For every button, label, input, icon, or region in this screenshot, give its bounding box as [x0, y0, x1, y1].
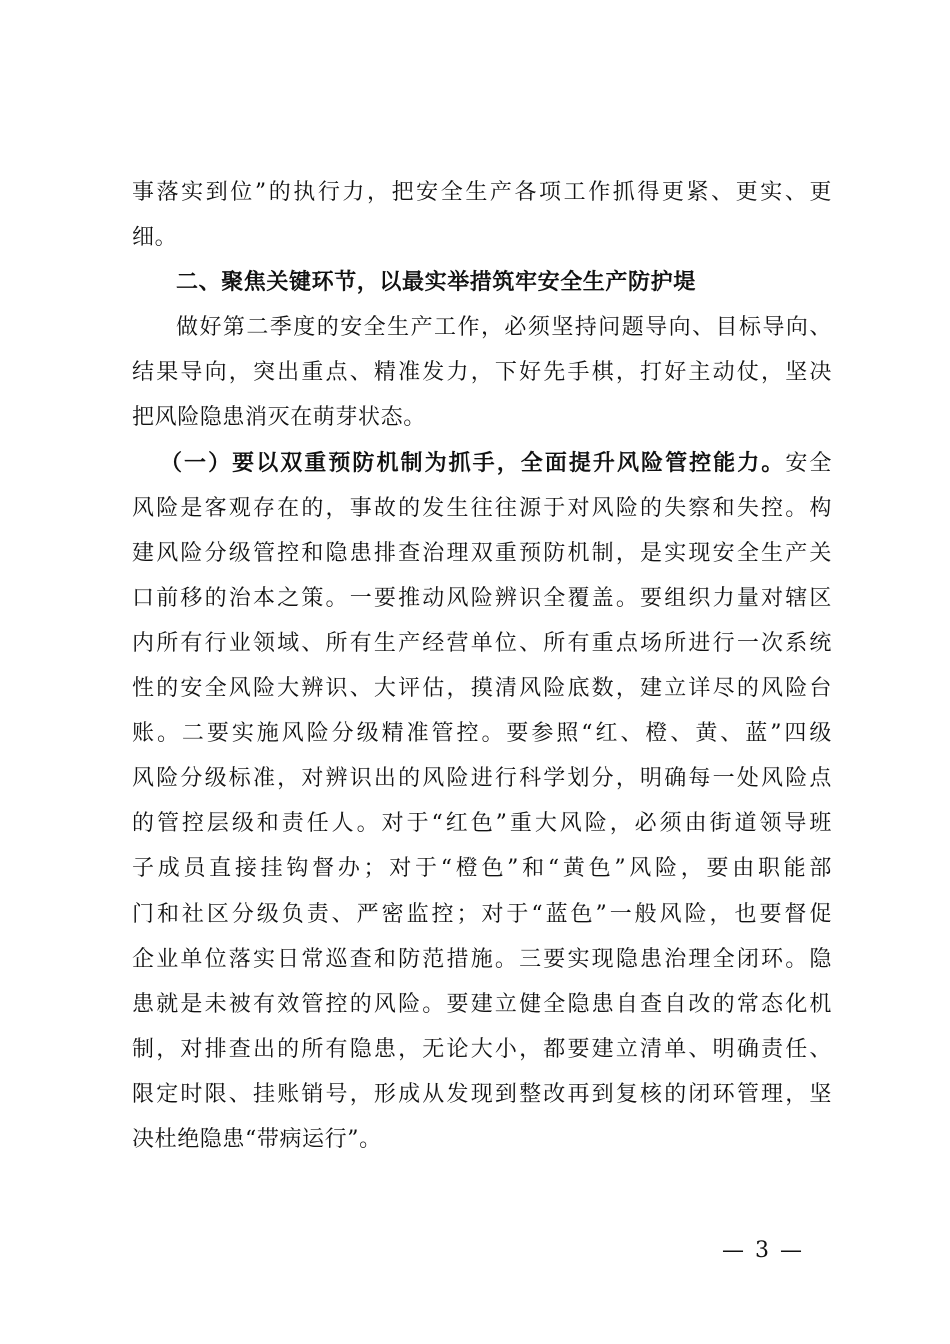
- text-line: 事落实到位”的执行力，把安全生产各项工作抓得更紧、更实、更: [132, 180, 832, 205]
- section-heading: [132, 260, 832, 305]
- text-line: 患就是未被有效管控的风险。要建立健全隐患自查自改的常态化机: [132, 991, 832, 1017]
- text-line: 做好第二季度的安全生产工作，必须坚持问题导向、目标导向、: [176, 315, 832, 341]
- text-line: 制，对排查出的所有隐患，无论大小，都要建立清单、明确责任、: [132, 1036, 832, 1062]
- subsection-heading: （一）要以双重预防机制为抓手，全面提升风险管控能力。: [160, 450, 786, 476]
- text-line: 的管控层级和责任人。对于“红色”重大风险，必须由街道领导班: [132, 811, 832, 837]
- paragraph-intro: [132, 170, 832, 260]
- text-line: 风险分级标准，对辨识出的风险进行科学划分，明确每一处风险点: [132, 766, 832, 792]
- text-line: 结果导向，突出重点、精准发力，下好先手棋，打好主动仗，坚决: [132, 360, 832, 386]
- text-line: 门和社区分级负责、严密监控；对于“蓝色”一般风险，也要督促: [132, 901, 832, 927]
- subsection-heading-tail: 安全: [785, 450, 832, 476]
- text-line: 把风险隐患消灭在萌芽状态。: [132, 405, 426, 431]
- paragraph-section-2: [132, 305, 832, 440]
- text-line: 限定时限、挂账销号，形成从发现到整改再到复核的闭环管理，坚: [132, 1081, 832, 1107]
- text-line: 内所有行业领域、所有生产经营单位、所有重点场所进行一次系统: [132, 630, 832, 656]
- section-heading-text: 二、聚焦关键环节，以最实举措筑牢安全生产防护堤: [176, 270, 696, 296]
- text-line: 账。二要实施风险分级精准管控。要参照“红、橙、黄、蓝”四级: [132, 721, 832, 747]
- document-body: [132, 170, 832, 1162]
- text-line: 子成员直接挂钩督办；对于“橙色”和“黄色”风险，要由职能部: [132, 856, 832, 882]
- text-line: 风险是客观存在的，事故的发生往往源于对风险的失察和失控。构: [132, 495, 832, 521]
- text-line: 口前移的治本之策。一要推动风险辨识全覆盖。要组织力量对辖区: [132, 585, 832, 611]
- text-line: 性的安全风险大辨识、大评估，摸清风险底数，建立详尽的风险台: [132, 676, 832, 702]
- paragraph-subsection-1: [132, 441, 832, 1163]
- text-line: 建风险分级管控和隐患排查治理双重预防机制，是实现安全生产关: [132, 540, 832, 566]
- text-line: 细。: [132, 225, 178, 251]
- text-line: 决杜绝隐患“带病运行”。: [132, 1126, 382, 1152]
- page-number: — 3 —: [722, 1238, 804, 1263]
- text-line: [132, 441, 832, 486]
- text-line: 企业单位落实日常巡查和防范措施。三要实现隐患治理全闭环。隐: [132, 946, 832, 972]
